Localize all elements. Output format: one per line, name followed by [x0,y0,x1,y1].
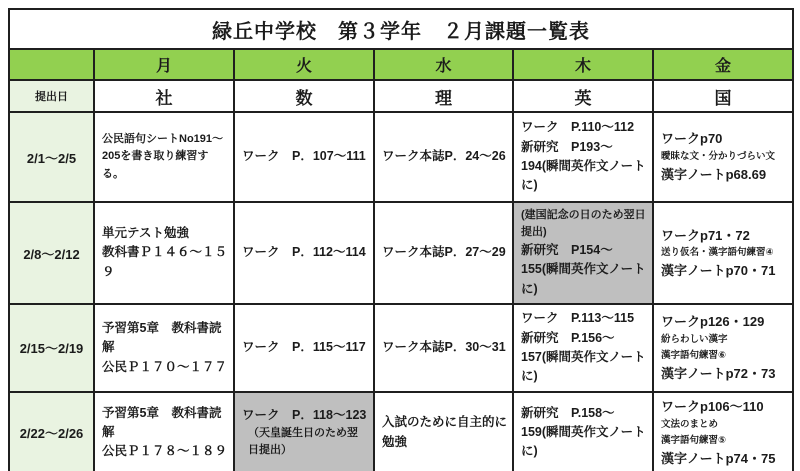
assignment-text: 新研究 P193～194(瞬間英作文ノートに) [521,139,646,193]
assignment-text: ワーク本誌P．30～31 [382,340,506,355]
week2-science-cell [374,202,513,304]
assignment-text: 文法のまとめ [661,418,719,430]
assignment-text: 漢字ノートp68.69 [661,167,767,183]
assignment-text: ワークp106～110 [661,399,764,415]
assignment-text: 予習第5章 教科書読解 [102,320,222,355]
assignment-text: 漢字ノートp70・71 [661,263,776,279]
week4-date: 2/22～2/26 [9,392,94,471]
holiday-note: (建国記念の日のため翌日提出) [521,209,646,239]
assignment-text: 公民Ｐ１７８～１８９ [102,444,228,459]
assignment-text: 新研究 P.156～157(瞬間英作文ノートに) [521,330,646,384]
assignment-text: 単元テスト勉強 [102,226,190,241]
assignment-text: 漢字ノートp72・73 [661,366,776,382]
day-header-mon: 月 [94,49,234,80]
subject-header-math: 数 [234,80,374,112]
week2-japanese-cell [653,202,793,304]
week3-japanese-cell [653,304,793,392]
assignment-text: 新研究 P154～155(瞬間英作文ノートに) [521,243,646,296]
week3-date: 2/15～2/19 [9,304,94,392]
assignment-text: 教科書Ｐ１４６～１５９ [102,245,228,279]
week1-english-cell [513,112,653,202]
day-header-tue: 火 [234,49,374,80]
day-header-fri: 金 [653,49,793,80]
assignment-text: ワークp71・72 [661,227,750,243]
assignment-text: 漢字ノートp74・75 [661,450,776,466]
assignment-text: ワーク P．118～123 [242,407,367,422]
subject-header-japanese: 国 [653,80,793,112]
week4-math-cell-holiday [234,392,374,471]
week4-english-cell [513,392,653,471]
week4-science-cell [374,392,513,471]
assignment-text: 入試のために自主的に勉強 [382,415,508,449]
week3-row [9,304,793,392]
assignment-text: ワーク P.113～115 [521,311,635,326]
assignment-text: ワーク P．107～111 [242,149,366,164]
holiday-note: （天皇誕生日のため翌日提出） [248,427,358,457]
page-title: 緑丘中学校 第３学年 ２月課題一覧表 [9,9,793,49]
assignment-text: 予習第5章 教科書読解 [102,405,222,440]
assignment-text: 曖昧な文・分かりづらい文 [661,150,776,162]
subject-header-row [9,80,793,112]
week2-date: 2/8～2/12 [9,202,94,304]
assignment-table [8,8,794,471]
assignment-text: 送り仮名・漢字語句練習④ [661,247,774,259]
assignment-text: ワーク本誌P．27～29 [382,245,506,260]
assignment-text: ワーク P．112～114 [242,245,366,260]
week2-row [9,202,793,304]
assignment-text: ワーク P．115～117 [242,340,366,355]
day-header-thu: 木 [513,49,653,80]
week1-science-cell [374,112,513,202]
week1-social-cell [94,112,234,202]
assignment-text: ワークp70 [661,131,723,147]
week2-english-cell-holiday [513,202,653,304]
week1-row [9,112,793,202]
assignment-text: 漢字語句練習⑤ [661,434,727,446]
week4-row [9,392,793,471]
assignment-text: 新研究 P.158～159(瞬間英作文ノートに) [521,405,646,459]
title-row [9,9,793,49]
assignment-text: ワーク P.110～112 [521,120,635,135]
assignment-text: ワークp126・129 [661,314,765,330]
week4-japanese-cell [653,392,793,471]
week3-social-cell [94,304,234,392]
day-header-wed: 水 [374,49,513,80]
subject-header-english: 英 [513,80,653,112]
subject-header-science: 理 [374,80,513,112]
week3-english-cell [513,304,653,392]
week1-date: 2/1～2/5 [9,112,94,202]
assignment-text: ワーク本誌P．24～26 [382,149,506,164]
week1-math-cell [234,112,374,202]
week3-math-cell [234,304,374,392]
week4-social-cell [94,392,234,471]
week2-math-cell [234,202,374,304]
day-header-row [9,49,793,80]
assignment-text: 公民語句シートNo191～205を書き取り練習する。 [102,132,224,180]
day-header-empty [9,49,94,80]
week3-science-cell [374,304,513,392]
corner-label-submission-date: 提出日 [9,80,94,112]
week1-japanese-cell [653,112,793,202]
assignment-text: 紛らわしい漢字 [661,333,728,345]
assignment-text: 漢字語句練習⑥ [661,349,727,361]
subject-header-social: 社 [94,80,234,112]
assignment-text: 公民Ｐ１７０～１７７ [102,359,228,374]
week2-social-cell [94,202,234,304]
